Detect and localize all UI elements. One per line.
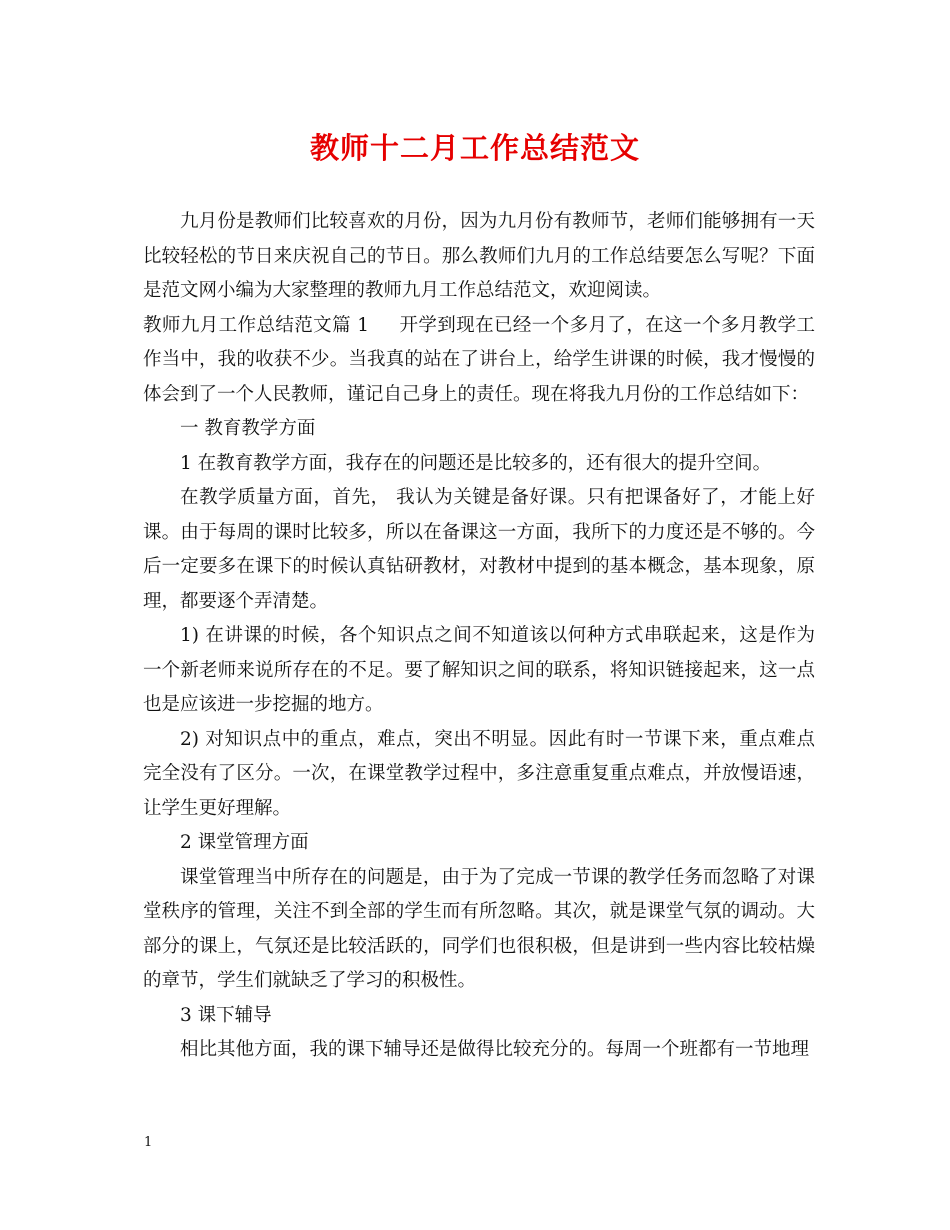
section-heading-teaching: 一 教育教学方面 (180, 418, 316, 439)
list-item-point-1: 1) 在讲课的时候，各个知识点之间不知道该以何种方式串联起来，这是作为一个新老师来说所存在的不足。要了解知识之间的联系，将知识链接起来，这一点也是应该进一步挖掘的地方。 (143, 625, 815, 715)
list-item-point-2: 2) 对知识点中的重点，难点，突出不明显。因此有时一节课下来，重点难点完全没有了区分。一次，在课堂教学过程中，多注意重复重点难点，并放慢语速，让学生更好理解。 (143, 728, 815, 819)
subheading-teaching: 1 在教育教学方面，我存在的问题还是比较多的，还有很大的提升空间。 (180, 452, 772, 474)
document-title: 教师十二月工作总结范文 (309, 131, 640, 165)
intro-paragraph: 九月份是教师们比较喜欢的月份，因为九月份有教师节，老师们能够拥有一天比较轻松的节日来庆祝自己的节日。那么教师们九月的工作总结要怎么写呢？下面是范文网小编为大家整理的教师九月工作总结范文，欢迎阅读。 (143, 211, 815, 301)
paragraph-tutoring: 相比其他方面，我的课下辅导还是做得比较充分的。每周一个班都有一节地理 (180, 1039, 810, 1060)
subheading-classroom: 2 课堂管理方面 (180, 832, 309, 853)
document-body (143, 205, 815, 1068)
article-heading: 教师九月工作总结范文篇 1 (143, 314, 370, 336)
subheading-tutoring: 3 课下辅导 (180, 1004, 272, 1026)
paragraph-classroom: 课堂管理当中所存在的问题是，由于为了完成一节课的教学任务而忽略了对课堂秩序的管理，关注不到全部的学生而有所忽略。其次，就是课堂气氛的调动。大部分的课上，气氛还是比较活跃的，同学们也很积极，但是讲到一些内容比较枯燥的章节，学生们就缺乏了学习的积极性。 (143, 866, 815, 991)
article-intro-paragraph (143, 309, 815, 413)
article-intro-text: 开学到现在已经一个多月了，在这一个多月教学工作当中，我的收获不少。当我真的站在了讲台上，给学生讲课的时候，我才慢慢的体会到了一个人民教师，谨记自己身上的责任。现在将我九月份的工作总结如下： (143, 314, 815, 405)
paragraph-teaching-quality: 在教学质量方面，首先， 我认为关键是备好课。只有把课备好了，才能上好课。由于每周的课时比较多，所以在备课这一方面，我所下的力度还是不够的。今后一定要多在课下的时候认真钻研教材，对教材中提到的基本概念，基本现象，原理，都要逐个弄清楚。 (143, 487, 815, 612)
page-number: 1 (144, 1135, 153, 1150)
